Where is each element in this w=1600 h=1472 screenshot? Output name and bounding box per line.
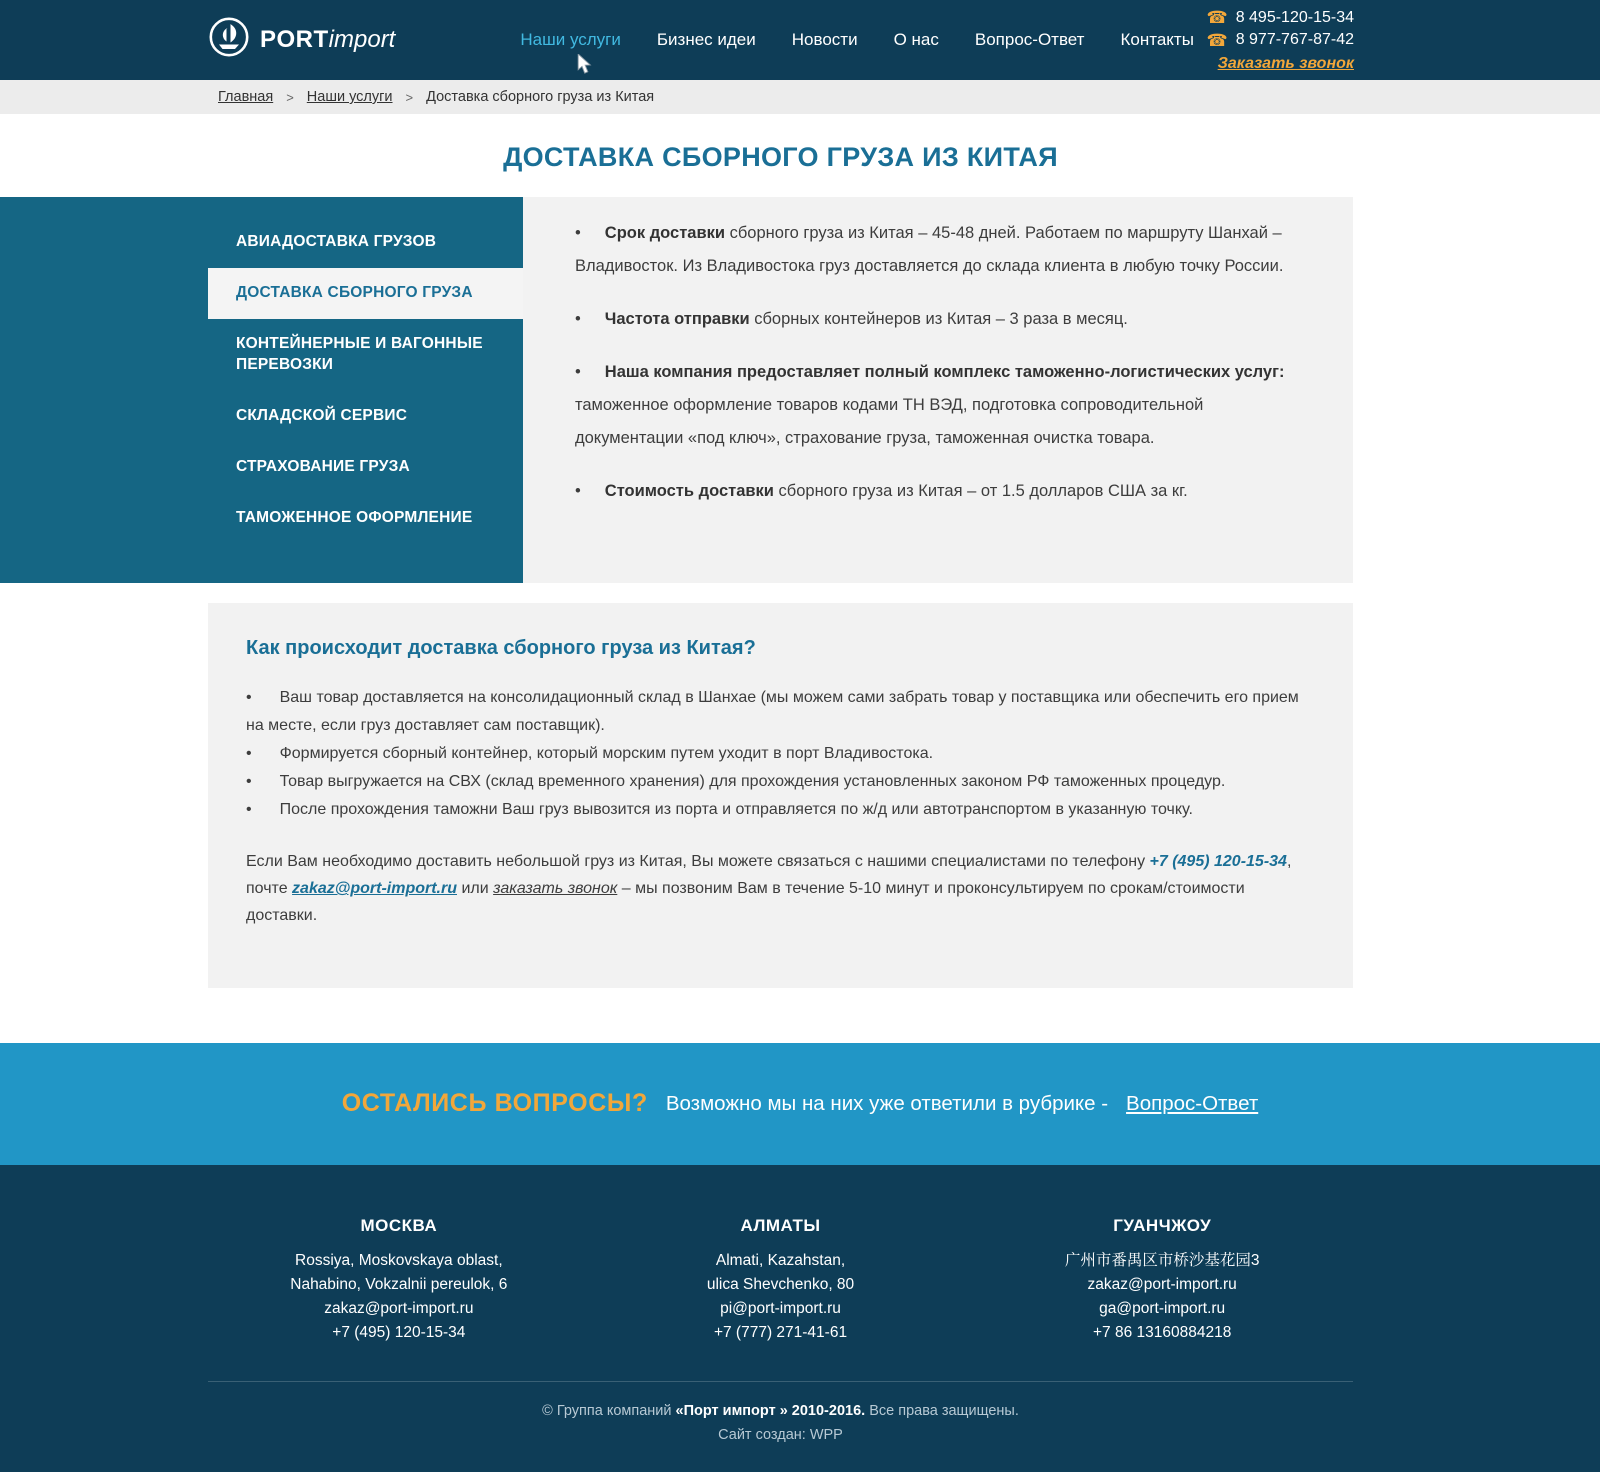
footer-copyright [208,1400,1353,1448]
logo-text [260,26,395,54]
bullet-text: сборного груза из Китая – от 1.5 долларов США за кг. [773,482,1188,500]
bullet-lead: Стоимость доставки [604,482,774,500]
office-line: ulica Shevchenko, 80 [706,1275,855,1293]
service-bullet [575,475,1298,508]
bullet-lead: Срок доставки [604,224,726,242]
phone-number-1: 8 495-120-15-34 [1235,8,1354,26]
copyright-company: «Порт импорт » 2010-2016. [675,1402,866,1419]
logo-text-bold: PORT [260,26,329,53]
office-city: МОСКВА [360,1215,438,1235]
breadcrumb-bar [0,80,1600,114]
office-email-link[interactable]: zakaz@port-import.ru [324,1299,474,1317]
nav-item-services[interactable] [520,30,621,50]
bullet-text: сборного груза из Китая – 45-48 дней. Работаем по маршруту Шанхай – Владивосток. Из Владивостока груз доставляется до склада клиента в любую точку России. [575,224,1284,275]
phone-icon: ☎ [1206,30,1228,50]
bullet-lead: Частота отправки [604,310,750,328]
phone-row [1207,30,1355,51]
bullet-text: таможенное оформление товаров кодами ТН ВЭД, подготовка сопроводительной документации «под ключ», страхование груза, таможенная очистка товара. [575,396,1204,447]
office-line: Almati, Kazahstan, [715,1251,846,1269]
nav-item-services-label: Наши услуги [520,30,621,49]
breadcrumb-services[interactable]: Наши услуги [306,89,393,105]
phone-row [1207,7,1355,28]
logo-text-italic: import [328,26,396,53]
nav-item-news[interactable]: Новости [791,30,858,49]
sidebar-item-cargo-insurance[interactable]: СТРАХОВАНИЕ ГРУЗА [236,457,410,475]
contact-email-link[interactable]: zakaz@port-import.ru [292,880,457,898]
footer-divider [208,1381,1353,1382]
site-header [0,0,1600,80]
cursor-icon [576,54,592,80]
office-line: Rossiya, Moskovskaya oblast, [295,1251,503,1269]
nav-item-faq[interactable]: Вопрос-Ответ [974,30,1085,49]
copyright-prefix: © Группа компаний [542,1402,676,1419]
how-bullet: • Формируется сборный контейнер, который морским путем уходит в порт Владивостока. [246,740,1311,768]
office-phone: +7 (495) 120-15-34 [332,1323,466,1341]
how-bullet: • После прохождения таможни Ваш груз вывозится из порта и отправляется по ж/д или автотранспортом в указанную точку. [246,796,1311,824]
breadcrumb-home[interactable]: Главная [218,89,274,105]
bullet-text: сборных контейнеров из Китая – 3 раза в месяц. [749,310,1128,328]
office-city: АЛМАТЫ [740,1215,821,1235]
office-moscow [208,1213,590,1345]
how-bullet: • Ваш товар доставляется на консолидационный склад в Шанхае (мы можем сами забрать товар у поставщика или обеспечить его прием на месте, если груз доставляет сам поставщик). [246,684,1311,740]
contact-text: или [457,880,494,898]
site-footer [0,1165,1600,1472]
sidebar-item-warehouse[interactable]: СКЛАДСКОЙ СЕРВИС [236,406,408,424]
page-title: ДОСТАВКА СБОРНОГО ГРУЗА ИЗ КИТАЯ [503,142,1058,172]
service-bullet [575,356,1298,455]
contact-phone-link[interactable]: +7 (495) 120-15-34 [1149,853,1287,870]
contact-text: Если Вам необходимо доставить небольшой груз из Китая, Вы можете связаться с нашими специалистами по телефону [246,853,1150,870]
main-row [0,197,1600,583]
main-nav [520,30,1194,50]
sidebar-item-container-rail[interactable]: КОНТЕЙНЕРНЫЕ И ВАГОННЫЕ ПЕРЕВОЗКИ [236,334,483,373]
logo[interactable] [208,16,395,65]
cta-question: ОСТАЛИСЬ ВОПРОСЫ? [341,1089,648,1118]
office-email-link[interactable]: pi@port-import.ru [720,1299,841,1317]
ship-logo-icon [208,16,250,65]
office-email-link[interactable]: ga@port-import.ru [1099,1299,1226,1317]
office-phone: +7 (777) 271-41-61 [713,1323,848,1341]
breadcrumb-current: Доставка сборного груза из Китая [426,89,655,105]
copyright-suffix: Все права защищены. [865,1402,1019,1419]
phone-icon: ☎ [1206,8,1228,28]
questions-cta-band [0,1043,1600,1165]
office-phone: +7 86 13160884218 [1093,1323,1232,1341]
service-bullet [575,303,1298,336]
office-line: Nahabino, Vokzalnii pereulok, 6 [290,1275,508,1293]
nav-item-contacts[interactable]: Контакты [1120,30,1194,49]
service-bullet [575,217,1298,283]
contact-text: – мы позвоним Вам в течение 5-10 минут и проконсультируем по срокам/стоимости доставки. [246,880,1245,925]
nav-item-business-ideas[interactable]: Бизнес идеи [656,30,756,49]
office-email-link[interactable]: zakaz@port-import.ru [1087,1275,1237,1293]
services-sidebar [0,197,523,583]
office-almaty [590,1213,972,1345]
contact-callback-link[interactable]: заказать звонок [493,880,618,898]
service-details [523,197,1353,583]
office-line: 广州市番禺区市桥沙基花园3 [1064,1251,1260,1269]
header-contacts [1207,7,1355,73]
order-call-link[interactable]: Заказать звонок [1217,54,1354,72]
office-guangzhou [971,1213,1353,1345]
how-it-works-title: Как происходит доставка сборного груза из Китая? [246,637,756,659]
contact-paragraph [246,848,1311,930]
contact-text: , почте [246,853,1292,898]
breadcrumb [218,80,1600,114]
how-bullet: • Товар выгружается на СВХ (склад временного хранения) для прохождения установленных законом РФ таможенных процедур. [246,768,1311,796]
site-created-by: Сайт создан: WPP [718,1426,843,1443]
sidebar-item-customs[interactable]: ТАМОЖЕННОЕ ОФОРМЛЕНИЕ [236,508,473,526]
sidebar-item-air-delivery[interactable]: АВИАДОСТАВКА ГРУЗОВ [236,233,437,250]
bullet-lead: Наша компания предоставляет полный комплекс таможенно-логистических услуг: [604,363,1285,381]
phone-number-2: 8 977-767-87-42 [1235,31,1354,49]
footer-offices [208,1213,1353,1345]
cta-text: Возможно мы на них уже ответили в рубрике - [665,1091,1109,1115]
office-city: ГУАНЧЖОУ [1113,1215,1212,1235]
sidebar-item-consolidated-cargo[interactable]: ДОСТАВКА СБОРНОГО ГРУЗА [208,268,523,319]
cta-faq-link[interactable]: Вопрос-Ответ [1126,1091,1259,1115]
how-it-works-section [208,603,1353,988]
nav-item-about[interactable]: О нас [893,30,939,49]
